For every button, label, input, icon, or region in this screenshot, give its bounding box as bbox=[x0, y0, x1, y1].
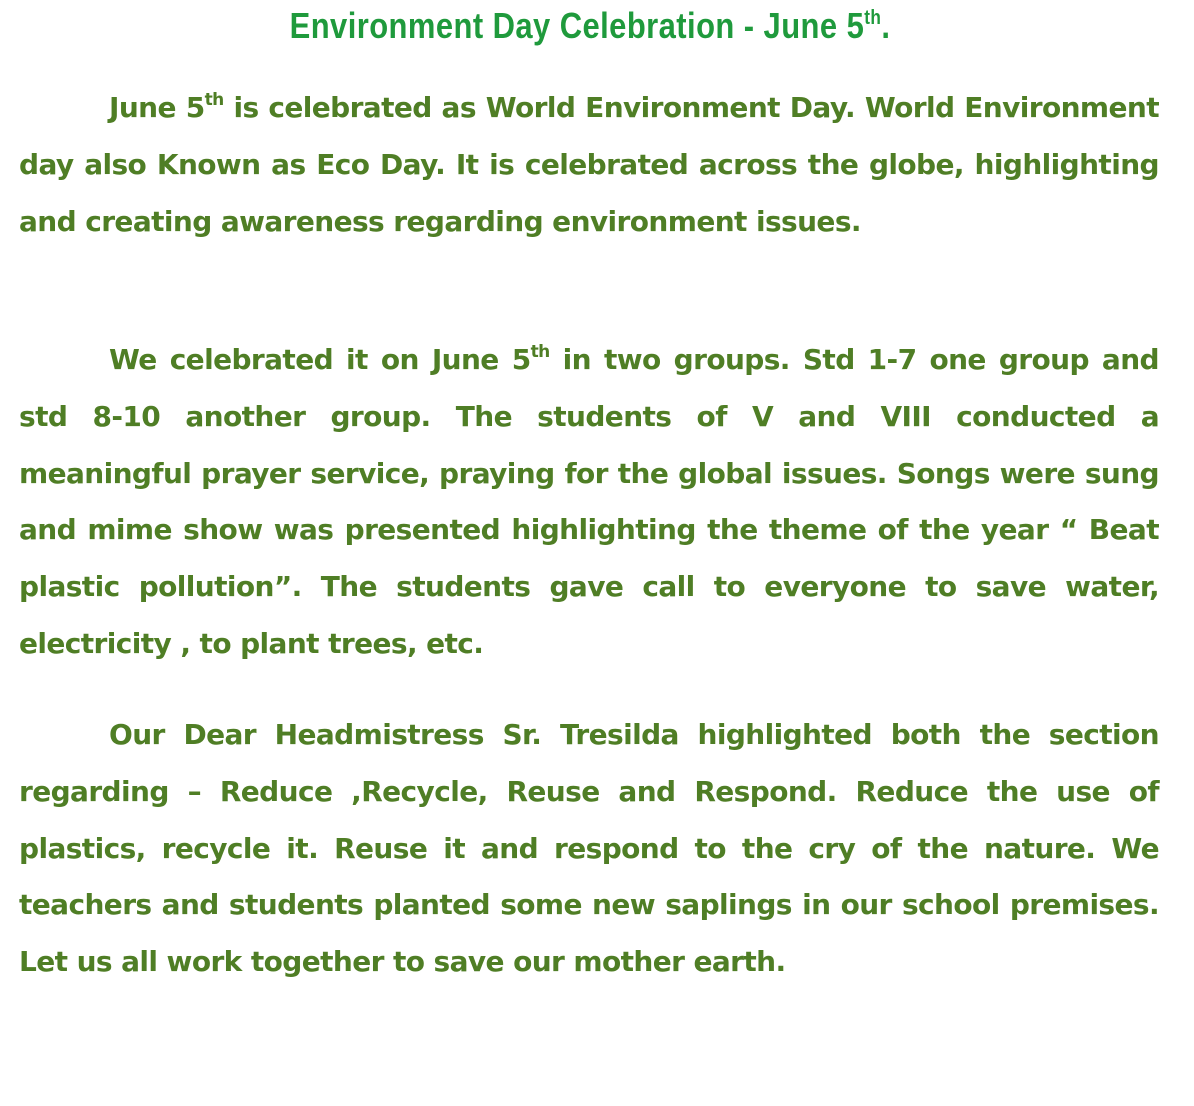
title-text: Environment Day Celebration - June 5 bbox=[289, 5, 865, 46]
paragraph-headmistress-message bbox=[19, 707, 1159, 991]
paragraph-celebration-details bbox=[19, 332, 1159, 673]
paragraph-2-body: in two groups. Std 1-7 one group and std 8-10 another group. The students of V and VIII conducted a meaningful prayer service, praying for the global issues. Songs were sung and mime show was presented highlighting the theme of the year “ Beat plastic pollution”. The students gave call to everyone to save water, electricity , to plant trees, etc. bbox=[19, 343, 1159, 660]
page-title bbox=[83, 4, 1098, 48]
paragraph-world-environment-day bbox=[19, 80, 1159, 250]
paragraph-1-superscript: th bbox=[204, 90, 224, 110]
paragraph-2-lead: We celebrated it on June 5 bbox=[109, 343, 531, 376]
title-period: . bbox=[881, 5, 891, 46]
paragraph-1-body: is celebrated as World Environment Day. World Environment day also Known as Eco Day. It is celebrated across the globe, highlighting and creating awareness regarding environment issues. bbox=[19, 91, 1160, 238]
paragraph-1-lead: June 5 bbox=[109, 91, 205, 124]
paragraph-3-body: Our Dear Headmistress Sr. Tresilda highlighted both the section regarding – Reduce ,Recycle, Reuse and Respond. Reduce the use of plastics, recycle it. Reuse it and respond to the cry of the nature. We teachers and students planted some new saplings in our school premises. Let us all work together to save our mother earth. bbox=[19, 718, 1159, 979]
title-superscript: th bbox=[864, 7, 882, 29]
paragraph-2-superscript: th bbox=[530, 342, 550, 362]
